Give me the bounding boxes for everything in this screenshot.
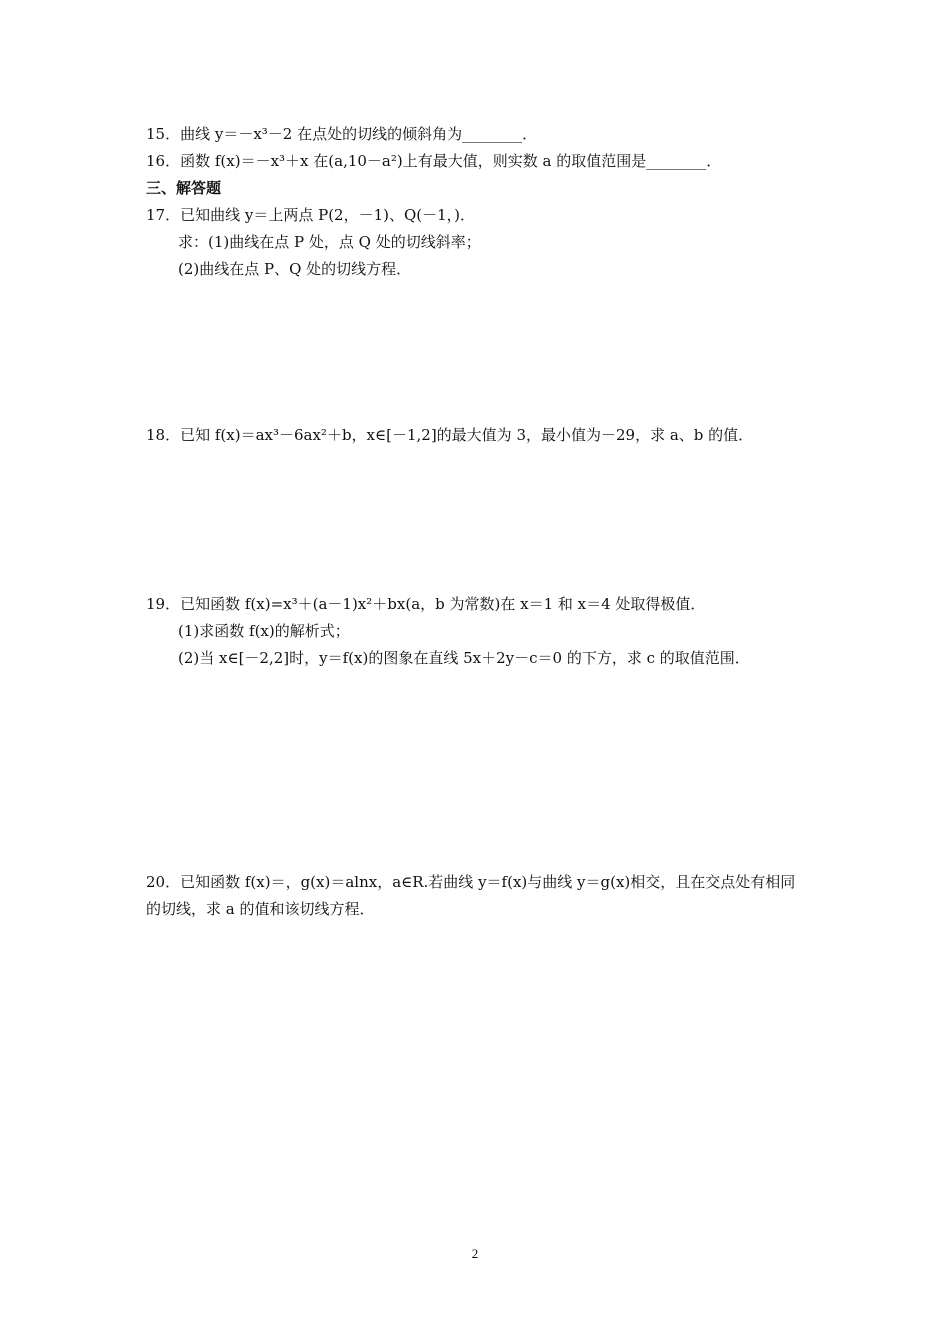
problem-17-line-2: 求：(1)曲线在点 P 处，点 Q 处的切线斜率；	[178, 233, 481, 251]
problem-17-line-3: (2)曲线在点 P、Q 处的切线方程．	[178, 260, 412, 278]
problem-19-line-3: (2)当 x∈[－2,2]时，y＝f(x)的图象在直线 5x＋2y－c＝0 的下方，求 c 的取值范围．	[178, 649, 750, 667]
problem-20-line-2: 的切线，求 a 的值和该切线方程．	[146, 900, 375, 918]
problem-16: 16．函数 f(x)＝－x³＋x 在(a,10－a²)上有最大值，则实数 a 的取值范围是________．	[146, 152, 722, 170]
problem-19-line-1: 19．已知函数 f(x)=x³＋(a－1)x²＋bx(a，b 为常数)在 x＝1 和 x＝4 处取得极值．	[146, 595, 706, 613]
problem-20-line-1: 20．已知函数 f(x)＝，g(x)＝alnx，a∈R.若曲线 y＝f(x)与曲线 y＝g(x)相交，且在交点处有相同	[146, 873, 796, 891]
page-number: 2	[471, 1246, 479, 1261]
problem-18: 18．已知 f(x)＝ax³－6ax²＋b，x∈[－1,2]的最大值为 3，最小值为－29，求 a、b 的值．	[146, 426, 754, 444]
section-heading: 三、解答题	[146, 179, 222, 197]
problem-15: 15．曲线 y＝－x³－2 在点处的切线的倾斜角为________．	[146, 125, 538, 143]
problem-19-line-2: (1)求函数 f(x)的解析式；	[178, 622, 350, 640]
problem-17-line-1: 17．已知曲线 y＝上两点 P(2，－1)、Q(－1，)．	[146, 206, 476, 224]
